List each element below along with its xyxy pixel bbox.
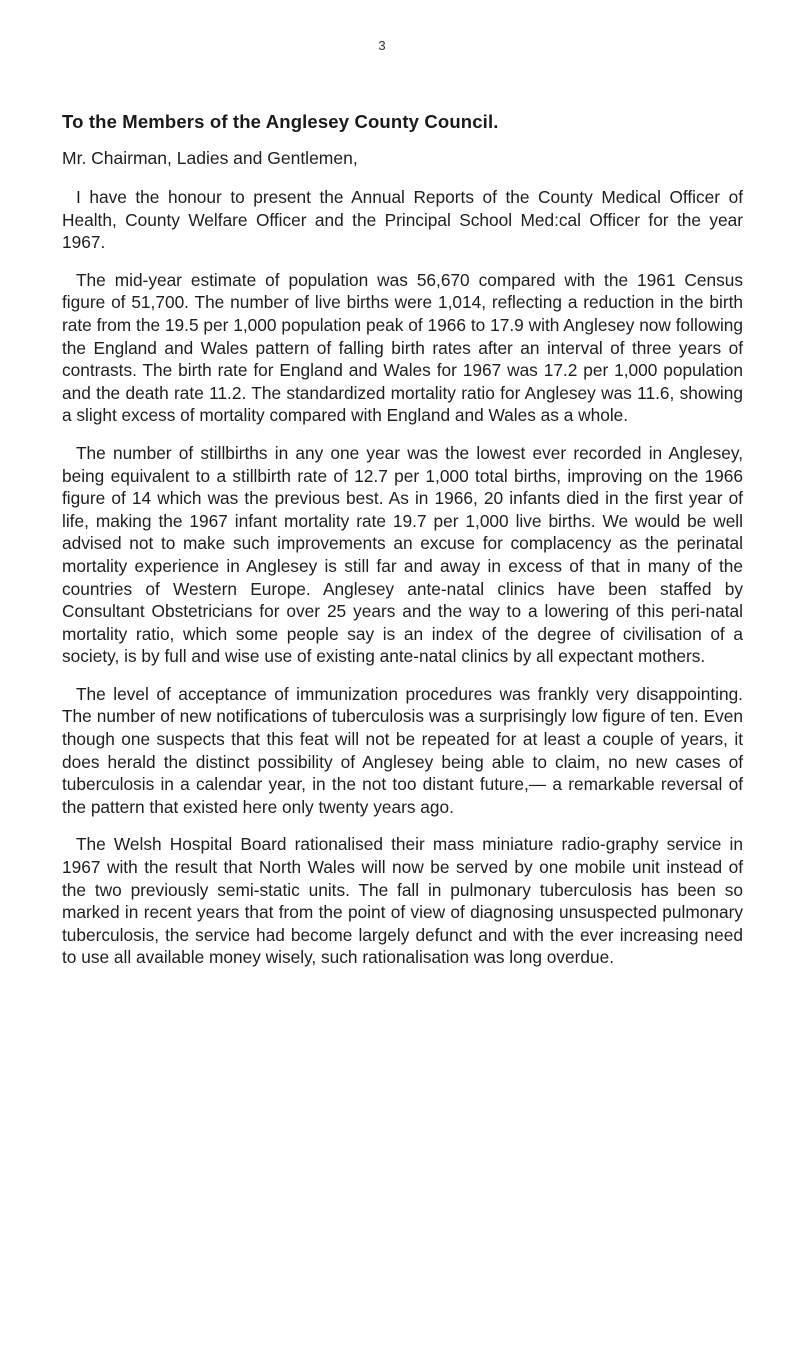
paragraph-radiography: The Welsh Hospital Board rationalised their mass miniature radio-graphy service in 1967 with the result that North Wales will now be served by one mobile unit instead of the two previously semi-static units. The fall in pulmonary tuberculosis has been so marked in recent years that from the point of view of diagnosing unsuspected pulmonary tuberculosis, the service had become largely defunct and with the ever increasing need to use all available money wisely, such rationalisation was long overdue. [62,834,743,968]
salutation: Mr. Chairman, Ladies and Gentlemen, [62,148,358,168]
paragraph-stillbirths: The number of stillbirths in any one year was the lowest ever recorded in Anglesey, being equivalent to a stillbirth rate of 12.7 per 1,000 total births, improving on the 1966 figure of 14 which was the previous best. As in 1966, 20 infants died in the first year of life, making the 1967 infant mortality rate 19.7 per 1,000 live births. We would be well advised not to make such improvements an excuse for complacency as the perinatal mortality experience in Anglesey is still far and away in excess of that in many of the countries of Western Europe. Anglesey ante-natal clinics have been staffed by Consultant Obstetricians for over 25 years and the way to a lowering of this peri-natal mortality ratio, which some people say is an index of the degree of civilisation of a society, is by full and wise use of existing ante-natal clinics by all expectant mothers. [62,442,743,667]
letter-heading: To the Members of the Anglesey County Council. [62,111,499,132]
paragraph-population: The mid-year estimate of population was 56,670 compared with the 1961 Census figure of 51,700. The number of live births were 1,014, reflecting a reduction in the birth rate from the 19.5 per 1,000 population peak of 1966 to 17.9 with Anglesey now following the England and Wales pattern of falling birth rates after an interval of three years of contrasts. The birth rate for England and Wales for 1967 was 17.2 per 1,000 population and the death rate 11.2. The standardized mortality ratio for Anglesey was 11.6, showing a slight excess of mortality compared with England and Wales as a whole. [62,269,743,426]
letter-body [62,186,743,984]
paragraph-introduction: I have the honour to present the Annual Reports of the County Medical Officer of Health, County Welfare Officer and the Principal School Med:cal Officer for the year 1967. [62,187,743,253]
page-number: 3 [378,38,386,53]
paragraph-immunization: The level of acceptance of immunization procedures was frankly very disappointing. The number of new notifications of tuberculosis was a surprisingly low figure of ten. Even though one suspects that this feat will not be repeated for at least a couple of years, it does herald the distinct possibility of Anglesey being able to claim, no new cases of tuberculosis in a calendar year, in the not too distant future,— a remarkable reversal of the pattern that existed here only twenty years ago. [62,683,743,817]
